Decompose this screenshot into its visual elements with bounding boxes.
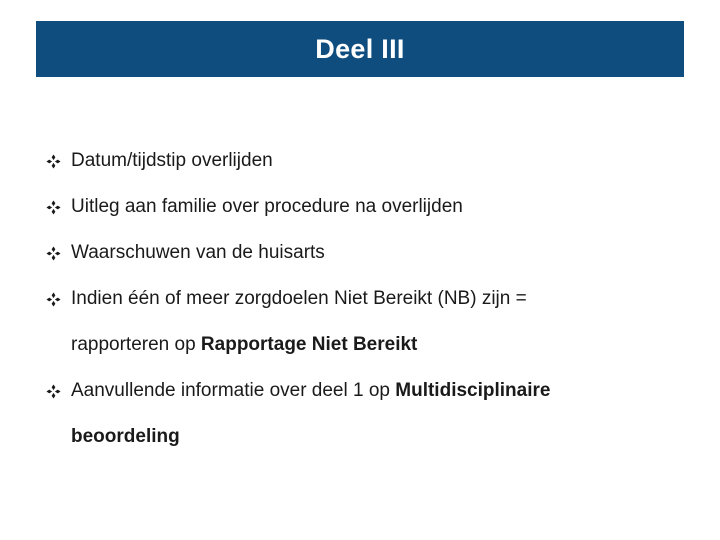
bullet-text-bold: Multidisciplinaire [395, 380, 551, 401]
bullet-item-zorgdoelen [46, 276, 686, 368]
bullet-text-line1 [71, 368, 550, 414]
diamond-bullet-icon [46, 276, 66, 322]
bullet-text-bold: Rapportage Niet Bereikt [200, 334, 418, 355]
diamond-bullet-icon [46, 230, 66, 276]
bullet-item-aanvullende [46, 368, 686, 460]
bullet-text: Waarschuwen van de huisarts [71, 242, 325, 263]
diamond-bullet-icon [46, 184, 66, 230]
slide-title: Deel III [315, 33, 405, 64]
bullet-item-datum [46, 138, 686, 184]
bullet-text: Uitleg aan familie over procedure na overlijden [71, 196, 463, 217]
bullet-text-bold-line2: beoordeling [71, 426, 180, 447]
title-bar [36, 21, 684, 77]
diamond-bullet-icon [46, 138, 66, 184]
bullet-text: Datum/tijdstip overlijden [71, 150, 273, 171]
bullet-text-line2 [71, 322, 527, 368]
diamond-bullet-icon [46, 368, 66, 414]
bullet-text-prefix: rapporteren op [71, 334, 201, 355]
bullet-list [46, 138, 686, 460]
bullet-text-prefix: Aanvullende informatie over deel 1 op [71, 380, 396, 401]
bullet-item-uitleg [46, 184, 686, 230]
bullet-text: Indien één of meer zorgdoelen Niet Bereikt (NB) zijn = [71, 288, 527, 309]
bullet-item-huisarts [46, 230, 686, 276]
